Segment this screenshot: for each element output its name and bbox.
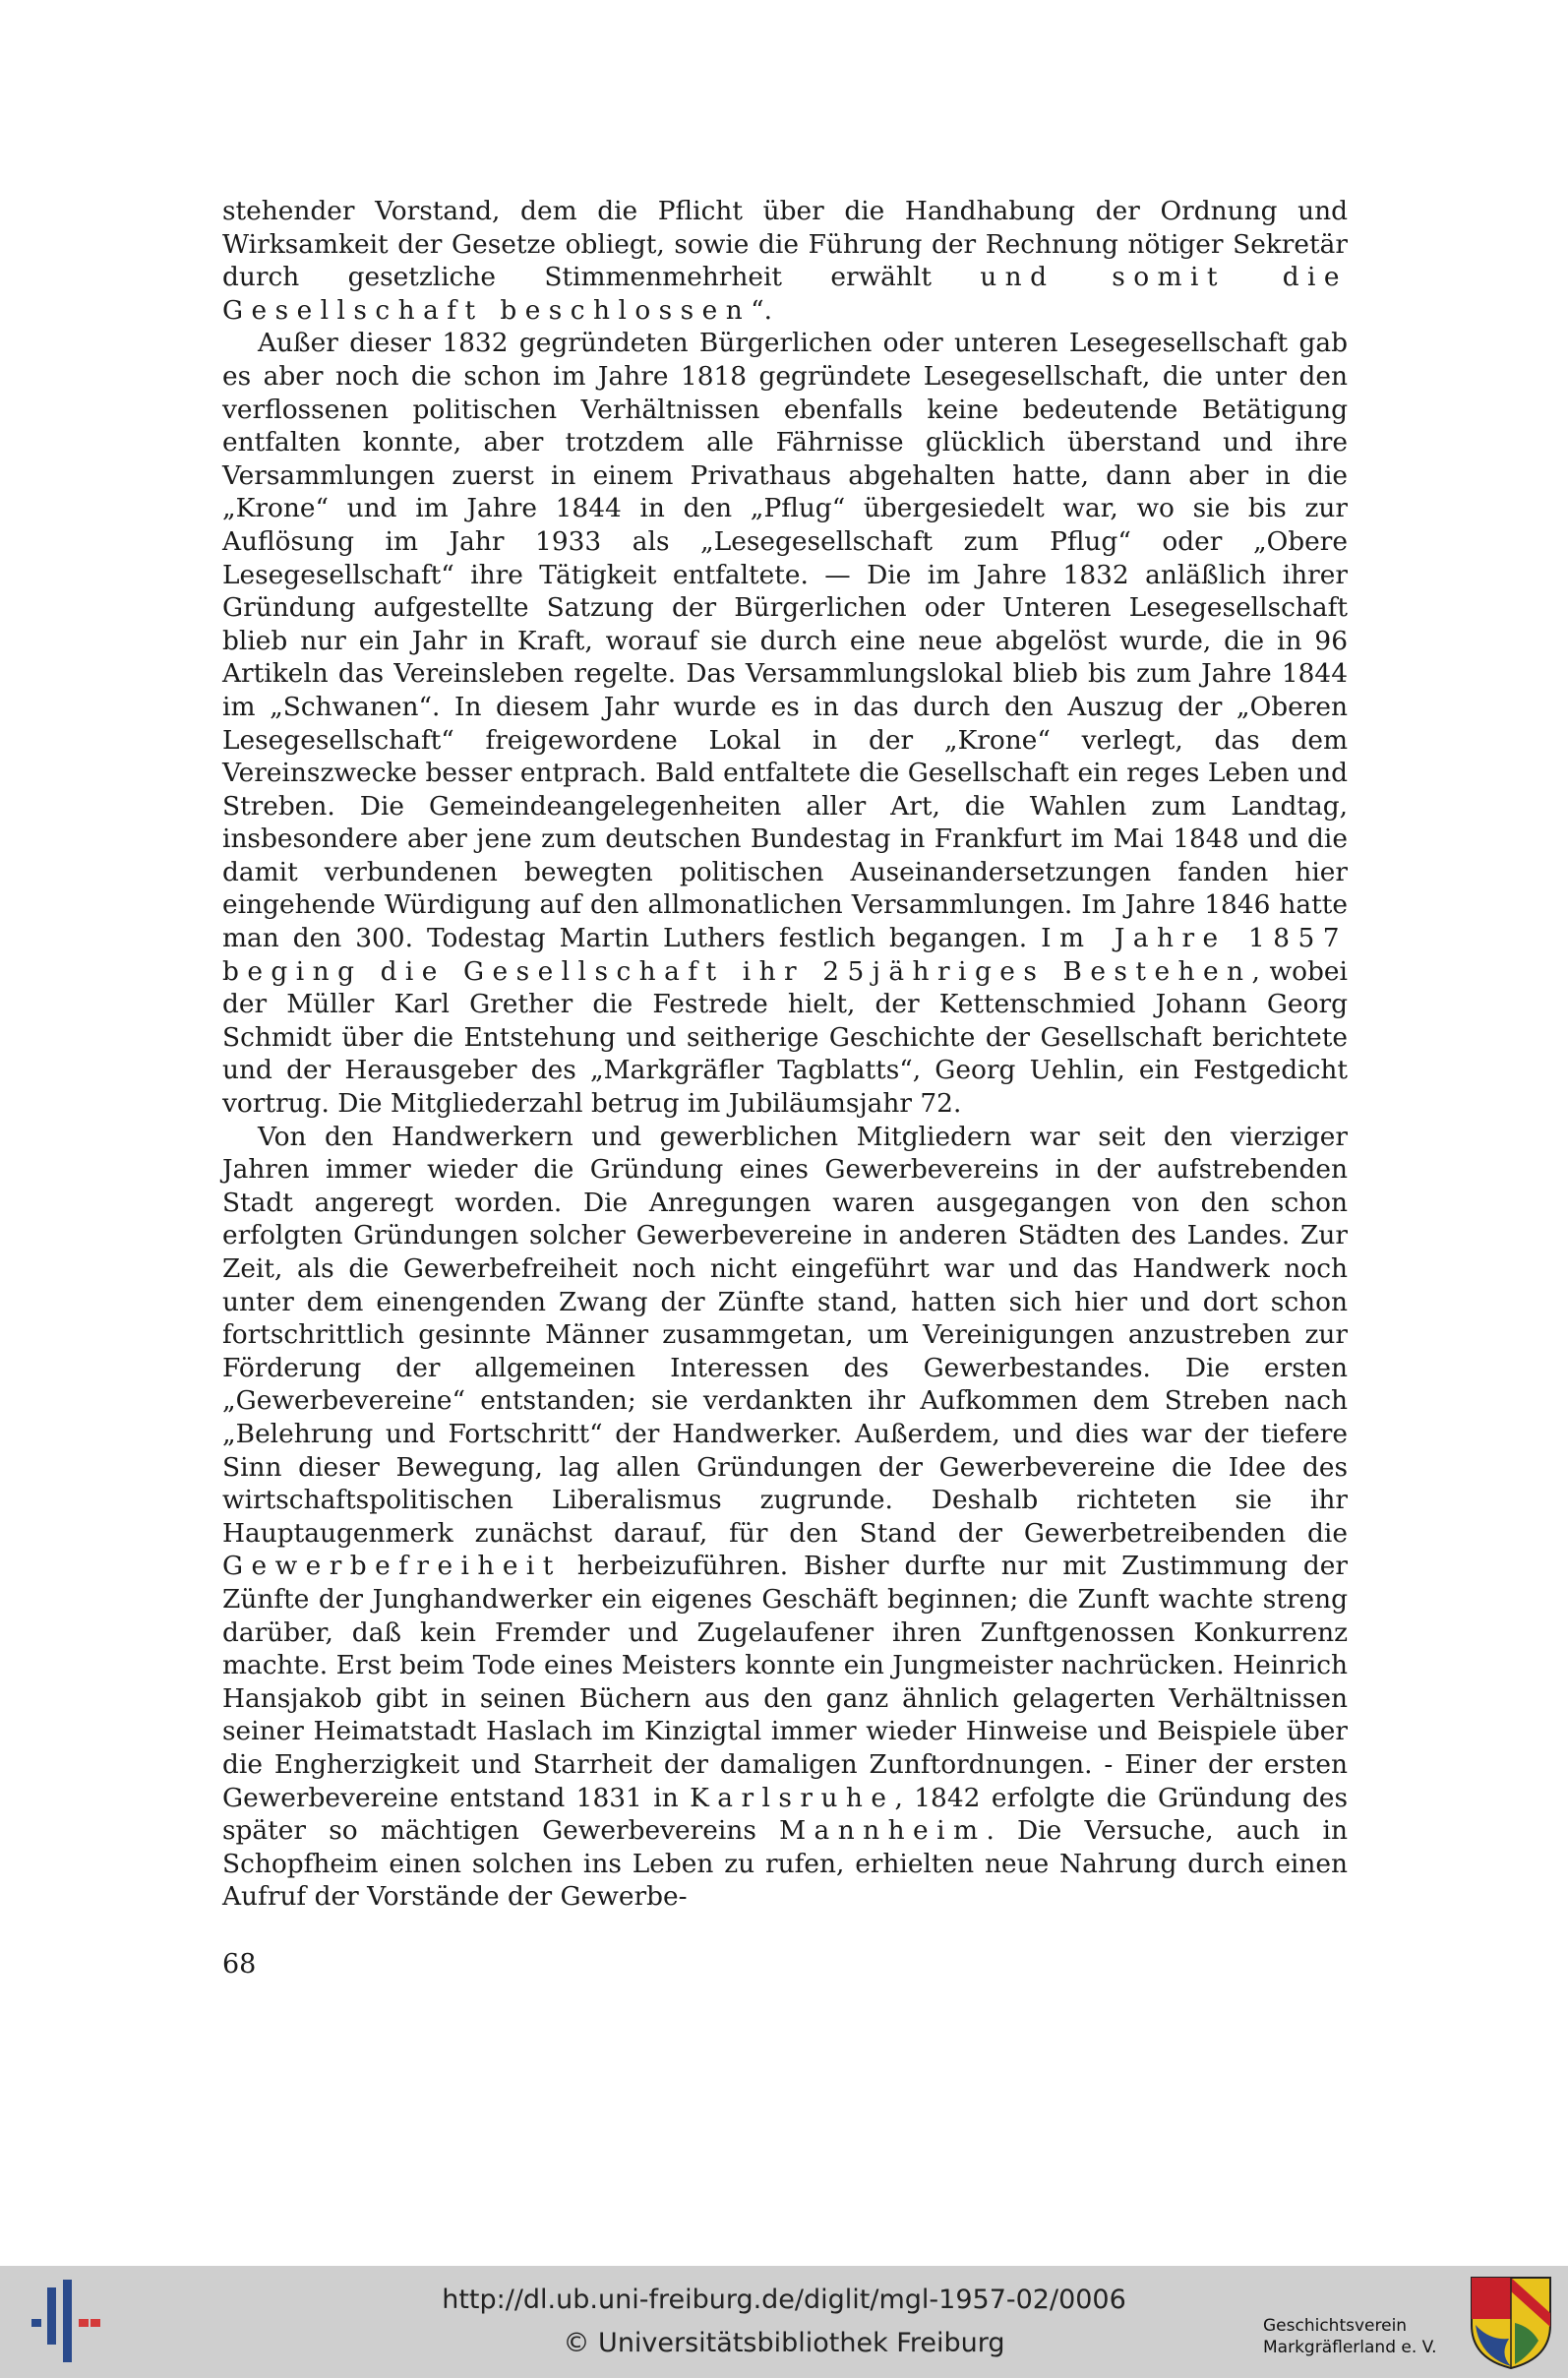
text-run: Außer dieser 1832 gegründeten Bürgerlichen oder unteren Lesegesellschaft gab es aber noch die schon im Jahre 1818 gegründete Lesegesellschaft, die unter den verflossenen politischen Verhältnissen ebenfalls keine bedeutende Betätigung entfalten konnte, aber trotzdem alle Fährnisse glücklich überstand und ihre Versammlungen zuerst in einem Privathaus abgehalten hatte, dann aber in die „Krone“ und im Jahre 1844 in den „Pflug“ übergesiedelt war, wo sie bis zur Auflösung im Jahr 1933 als „Lesegesellschaft zum Pflug“ oder „Obere Lesegesellschaft“ ihre Tätigkeit entfaltete. — Die im Jahre 1832 anläßlich ihrer Gründung aufgestellte Satzung der Bürgerlichen oder Unteren Lesegesellschaft blieb nur ein Jahr in Kraft, worauf sie durch eine neue abgelöst wurde, die in 96 Artikeln das Vereinsleben regelte. Das Versammlungslokal blieb bis zum Jahre 1844 im „Schwanen“. In diesem Jahr wurde es in das durch den Auszug der „Oberen Lesegesellschaft“ freigewordene Lokal in der „Krone“ verlegt, das dem Vereinszwecke besser entprach. Bald entfaltete die Gesellschaft ein reges Leben und Streben. Die Gemeindeangelegenheiten aller Art, die Wahlen zum Landtag, insbesondere aber jene zum deutschen Bundestag in Frankfurt im Mai 1848 und die damit verbundenen bewegten politischen Auseinandersetzungen fanden hier eingehende Würdigung auf den allmonatlichen Versammlungen. Im Jahre 1846 hatte man den 300. Todestag Martin Luthers festlich begangen. bbox=[222, 328, 1348, 954]
text-run: stehender Vorstand, dem die Pflicht über die Handhabung der Ordnung und Wirksamkeit der Gesetze obliegt, sowie die Führung der Rechnung nötiger Sekretär durch gesetzliche Stimmenmehrheit erwählt bbox=[222, 196, 1348, 293]
society-name bbox=[1263, 2315, 1437, 2358]
copyright-text: © Universitätsbibliothek Freiburg bbox=[563, 2328, 1005, 2358]
text-run: “. bbox=[751, 294, 773, 326]
text-run: Von den Handwerkern und gewerblichen Mitgliedern war seit den vierziger Jahren immer wieder die Gründung eines Gewerbevereins in der aufstrebenden Stadt angeregt worden. Die Anregungen waren ausgegangen von den schon erfolgten Gründungen solcher Gewerbevereine in anderen Städten des Landes. Zur Zeit, als die Gewerbefreiheit noch nicht eingeführt war und das Handwerk noch unter dem einengenden Zwang der Zünfte stand, hatten sich hier und dort schon fortschrittlich gesinnte Männer zusammgetan, um Vereinigungen anzustreben zur Förderung der allgemeinen Interessen des Gewerbestandes. Die ersten „Gewerbevereine“ entstanden; sie verdankten ihr Aufkommen dem Streben nach „Belehrung und Fortschritt“ der Handwerker. Außerdem, und dies war der tiefere Sinn dieser Bewegung, lag allen Gründungen der Gewerbevereine die Idee des wirtschaftspolitischen Liberalismus zugrunde. Deshalb richteten sie ihr Hauptaugenmerk zunächst darauf, für den Stand der Gewerbetreibenden die bbox=[222, 1121, 1348, 1549]
paragraph bbox=[222, 195, 1348, 327]
society-name-line-2: Markgräflerland e. V. bbox=[1263, 2338, 1437, 2357]
page-number: 68 bbox=[222, 1949, 257, 1980]
emphasized-spaced-text: Gewerbefreiheit bbox=[222, 1551, 562, 1582]
text-run: , 1842 erfolgte die Gründung des später so mächtigen Gewerbevereins bbox=[222, 1782, 1349, 1847]
text-run: . Die Versuche, auch in Schopfheim einen solchen ins Leben zu rufen, erhielten neue Nahrung durch einen Aufruf der Vorstände der Gewerbe- bbox=[222, 1815, 1348, 1913]
text-run: , wobei der Müller Karl Grether die Festrede hielt, der Kettenschmied Johann Georg Schmidt über die Entstehung und seitherige Geschichte der Gesellschaft berichtete und der Herausgeber des „Markgräfler Tagblatts“, Georg Uehlin, ein Festgedicht vortrug. Die Mitgliederzahl betrug im Jubiläumsjahr 72. bbox=[222, 955, 1348, 1120]
emphasized-spaced-text: Mannheim bbox=[779, 1815, 987, 1847]
text-run: herbeizuführen. Bisher durfte nur mit Zustimmung der Zünfte der Junghandwerker ein eigenes Geschäft beginnen; die Zunft wachte streng darüber, daß kein Fremder und Zugelaufener ihren Zunftgenossen Konkurrenz machte. Erst beim Tode eines Meisters konnte ein Jungmeister nachrücken. Heinrich Hansjakob gibt in seinen Büchern aus den ganz ähnlich gelagerten Verhältnissen seiner Heimatstadt Haslach im Kinzigtal immer wieder Hinweise und Beispiele über die Engherzigkeit und Starrheit der damaligen Zunftordnungen. - Einer der ersten Gewerbevereine entstand 1831 in bbox=[222, 1551, 1348, 1813]
paragraph bbox=[222, 1121, 1348, 1914]
footer-bar bbox=[0, 2266, 1568, 2378]
society-crest-icon bbox=[1470, 2276, 1552, 2370]
emphasized-spaced-text: und somit die Gesellschaft beschlossen bbox=[222, 262, 1348, 326]
permalink-link[interactable]: http://dl.ub.uni-freiburg.de/diglit/mgl-1957-02/0006 bbox=[442, 2285, 1126, 2315]
society-name-line-1: Geschichtsverein bbox=[1263, 2316, 1408, 2336]
emphasized-spaced-text: Im Jahre 1857 beging die Gesellschaft ihr 25jähriges Bestehen bbox=[222, 923, 1349, 987]
paragraph bbox=[222, 327, 1348, 1120]
emphasized-spaced-text: Karlsruhe bbox=[690, 1782, 895, 1813]
body-text bbox=[222, 195, 1348, 1914]
